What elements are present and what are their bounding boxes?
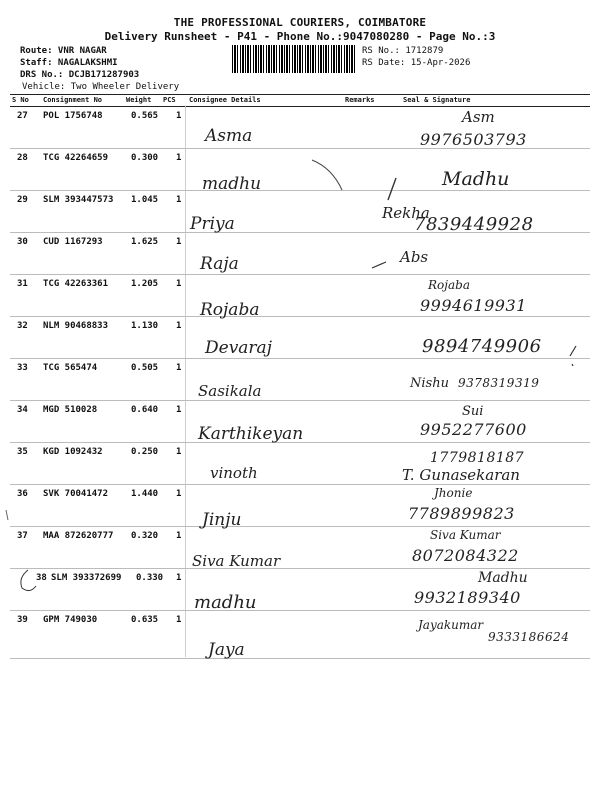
col-remarks: Remarks bbox=[345, 96, 375, 104]
signature-handwriting: Jhonie bbox=[434, 486, 473, 500]
phone-handwriting: 9994619931 bbox=[420, 296, 527, 315]
row-consignment: TCG 42264659 bbox=[43, 153, 109, 163]
signature-handwriting: Abs bbox=[400, 248, 429, 266]
row-weight: 0.565 bbox=[131, 111, 159, 121]
consignee-handwriting: Priya bbox=[190, 214, 235, 234]
row-sno: 31 bbox=[17, 279, 28, 289]
staff-label: Staff: NAGALAKSHMI bbox=[20, 58, 118, 68]
consignee-handwriting: Rojaba bbox=[200, 300, 260, 320]
row-consignment: KGD 1092432 bbox=[43, 447, 103, 457]
row-weight: 0.640 bbox=[131, 405, 159, 415]
consignee-handwriting: Siva Kumar bbox=[192, 552, 281, 570]
route-label: Route: VNR NAGAR bbox=[20, 46, 107, 56]
row-pcs: 1 bbox=[176, 237, 182, 247]
row-weight: 0.330 bbox=[136, 573, 164, 583]
signature-handwriting: Madhu bbox=[442, 168, 510, 190]
row-sno: 38 bbox=[36, 573, 47, 583]
col-consignment: Consignment No bbox=[43, 96, 103, 104]
row-consignment: TCG 42263361 bbox=[43, 279, 109, 289]
col-consignee: Consignee Details bbox=[189, 96, 261, 104]
phone-handwriting: 9976503793 bbox=[420, 130, 527, 149]
row-weight: 1.440 bbox=[131, 489, 159, 499]
row-pcs: 1 bbox=[176, 573, 182, 583]
phone-handwriting: 7839449928 bbox=[414, 214, 534, 235]
phone-handwriting: 9333186624 bbox=[488, 630, 570, 644]
row-weight: 1.130 bbox=[131, 321, 159, 331]
row-pcs: 1 bbox=[176, 531, 182, 541]
row-weight: 0.635 bbox=[131, 615, 159, 625]
row-sno: 33 bbox=[17, 363, 28, 373]
row-pcs: 1 bbox=[176, 447, 182, 457]
drs-label: DRS No.: DCJB171287903 bbox=[20, 70, 140, 80]
row-sno: 36 bbox=[17, 489, 28, 499]
row-pcs: 1 bbox=[176, 489, 182, 499]
col-pcs: PCS bbox=[163, 96, 176, 104]
consignee-handwriting: Devaraj bbox=[205, 338, 272, 358]
phone-handwriting: 8072084322 bbox=[412, 546, 519, 565]
row-sno: 34 bbox=[17, 405, 28, 415]
consignee-handwriting: madhu bbox=[194, 592, 257, 613]
row-weight: 0.505 bbox=[131, 363, 159, 373]
row-sno: 32 bbox=[17, 321, 28, 331]
row-pcs: 1 bbox=[176, 405, 182, 415]
phone-handwriting: 1779818187 bbox=[430, 450, 525, 466]
phone-handwriting: 9378319319 bbox=[458, 376, 540, 390]
row-consignment: CUD 1167293 bbox=[43, 237, 103, 247]
row-consignment: MGD 510028 bbox=[43, 405, 98, 415]
row-pcs: 1 bbox=[176, 321, 182, 331]
row-weight: 1.625 bbox=[131, 237, 159, 247]
row-weight: 1.045 bbox=[131, 195, 159, 205]
consignee-handwriting: Jinju bbox=[202, 510, 242, 530]
consignee-handwriting: Karthikeyan bbox=[198, 424, 304, 444]
row-pcs: 1 bbox=[176, 195, 182, 205]
row-pcs: 1 bbox=[176, 153, 182, 163]
row-pcs: 1 bbox=[176, 111, 182, 121]
row-sno: 39 bbox=[17, 615, 28, 625]
row-consignment: GPM 749030 bbox=[43, 615, 98, 625]
row-consignment: POL 1756748 bbox=[43, 111, 103, 121]
col-weight: Weight bbox=[126, 96, 152, 104]
row-sno: 27 bbox=[17, 111, 28, 121]
signature-handwriting: Madhu bbox=[478, 570, 528, 586]
consignee-handwriting: Raja bbox=[200, 254, 239, 274]
row-weight: 0.250 bbox=[131, 447, 159, 457]
row-pcs: 1 bbox=[176, 363, 182, 373]
consignee-handwriting: madhu bbox=[202, 174, 262, 194]
signature-handwriting: Asm bbox=[462, 108, 495, 126]
phone-handwriting: 7789899823 bbox=[408, 504, 515, 523]
row-consignment: NLM 90468833 bbox=[43, 321, 109, 331]
row-weight: 0.320 bbox=[131, 531, 159, 541]
phone-handwriting: 9952277600 bbox=[420, 420, 527, 439]
signature-handwriting: T. Gunasekaran bbox=[402, 466, 520, 484]
rs-date: RS Date: 15-Apr-2026 bbox=[362, 58, 471, 68]
signature-handwriting: Jayakumar bbox=[418, 618, 484, 632]
row-sno: 37 bbox=[17, 531, 28, 541]
row-consignment: SLM 393447573 bbox=[43, 195, 114, 205]
row-consignment: SVK 70041472 bbox=[43, 489, 109, 499]
consignee-handwriting: Asma bbox=[205, 126, 253, 146]
signature-handwriting: Rekha bbox=[382, 204, 430, 222]
page-subtitle: Delivery Runsheet - P41 - Phone No.:9047080280 - Page No.:3 bbox=[104, 30, 496, 43]
vehicle-label: Vehicle: Two Wheeler Delivery bbox=[22, 82, 180, 92]
row-sno: 28 bbox=[17, 153, 28, 163]
signature-handwriting: Siva Kumar bbox=[430, 528, 501, 542]
signature-handwriting: Sui bbox=[462, 404, 484, 419]
row-sno: 35 bbox=[17, 447, 28, 457]
signature-handwriting: Nishu bbox=[410, 376, 449, 391]
row-weight: 0.300 bbox=[131, 153, 159, 163]
col-seal: Seal & Signature bbox=[403, 96, 471, 104]
consignee-handwriting: vinoth bbox=[210, 464, 258, 482]
row-sno: 29 bbox=[17, 195, 28, 205]
row-pcs: 1 bbox=[176, 279, 182, 289]
signature-handwriting: Rojaba bbox=[428, 278, 470, 292]
row-consignment: TCG 565474 bbox=[43, 363, 98, 373]
phone-handwriting: 9932189340 bbox=[414, 588, 521, 607]
consignee-handwriting: Sasikala bbox=[198, 382, 262, 400]
row-sno: 30 bbox=[17, 237, 28, 247]
row-consignment: MAA 872620777 bbox=[43, 531, 114, 541]
col-sno: S No bbox=[12, 96, 29, 104]
row-pcs: 1 bbox=[176, 615, 182, 625]
row-weight: 1.205 bbox=[131, 279, 159, 289]
page-title: THE PROFESSIONAL COURIERS, COIMBATORE bbox=[173, 16, 427, 29]
row-consignment: SLM 393372699 bbox=[51, 573, 122, 583]
phone-handwriting: 9894749906 bbox=[422, 336, 542, 357]
rs-number: RS No.: 1712879 bbox=[362, 46, 444, 56]
consignee-handwriting: Jaya bbox=[208, 640, 245, 660]
